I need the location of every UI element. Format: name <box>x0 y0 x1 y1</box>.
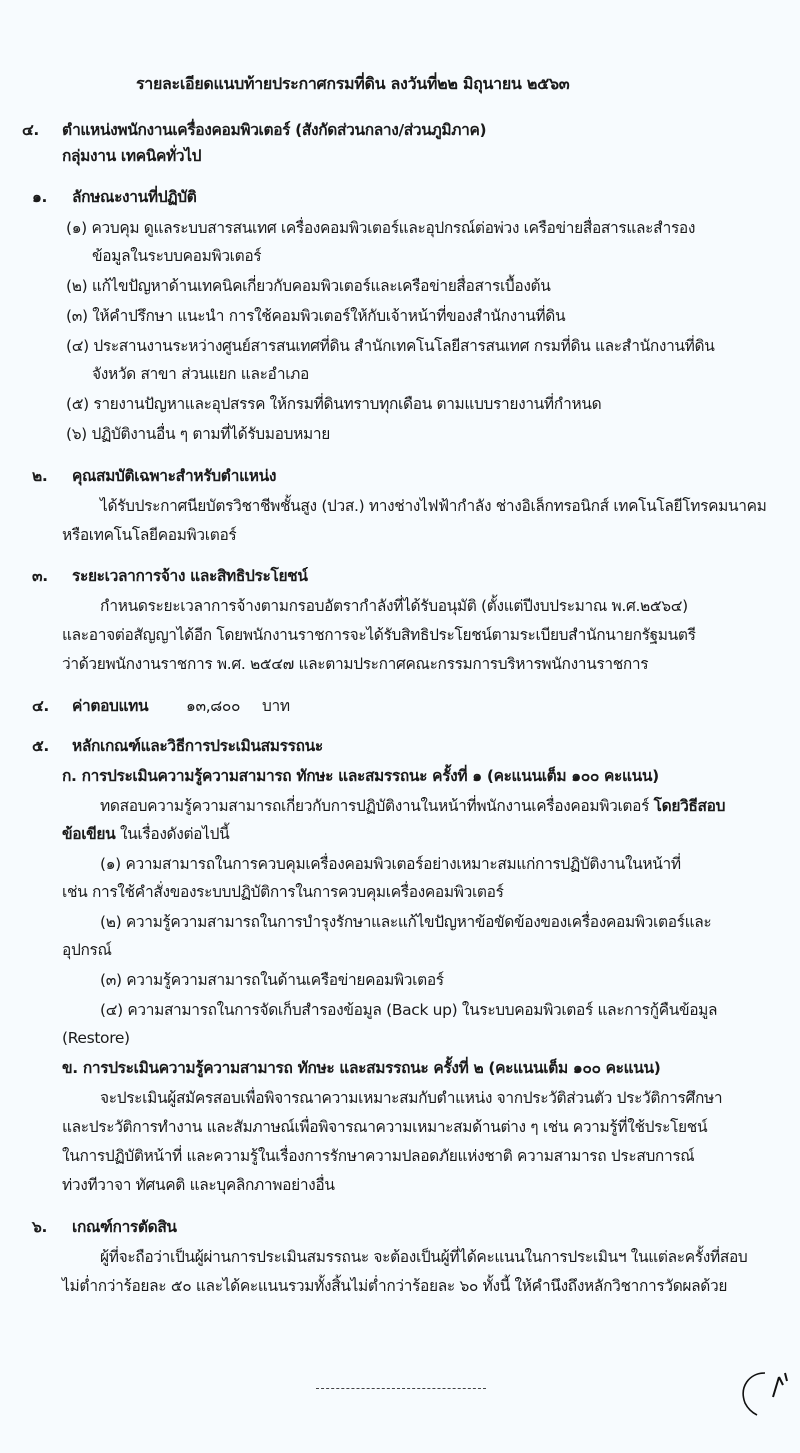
salary-unit: บาท <box>262 697 290 715</box>
section-6-number: ๖. <box>32 1218 48 1236</box>
section-1-number: ๑. <box>32 188 48 206</box>
section-5a-heading: ก. การประเมินความรู้ความสามารถ ทักษะ และสมรรถนะ ครั้งที่ ๑ (คะแนนเต็ม ๑๐๐ คะแนน) <box>62 767 659 785</box>
section-3-line: และอาจต่อสัญญาได้อีก โดยพนักงานราชการจะได้รับสิทธิประโยชน์ตามระเบียบสำนักนายกรัฐมนตรี <box>62 626 696 644</box>
section-4-number: ๔. <box>32 697 49 715</box>
signature-icon <box>735 1365 800 1420</box>
section-6-line: ผู้ที่จะถือว่าเป็นผู้ผ่านการประเมินสมรรถนะ จะต้องเป็นผู้ที่ได้คะแนนในการประเมินฯ ในแต่ละครั้งที่สอบ <box>100 1248 748 1266</box>
section-6-heading: เกณฑ์การตัดสิน <box>72 1218 177 1236</box>
section-2-number: ๒. <box>32 467 48 485</box>
section-1-item: (๖) ปฏิบัติงานอื่น ๆ ตามที่ได้รับมอบหมาย <box>66 425 330 443</box>
section-5a-item: (Restore) <box>62 1029 130 1047</box>
section-1-item: จังหวัด สาขา ส่วนแยก และอำเภอ <box>92 365 309 383</box>
section-5-number: ๕. <box>32 737 49 755</box>
footer-divider <box>316 1388 486 1389</box>
position-title: ตำแหน่งพนักงานเครื่องคอมพิวเตอร์ (สังกัดส่วนกลาง/ส่วนภูมิภาค) <box>62 121 487 139</box>
section-5b-heading: ข. การประเมินความรู้ความสามารถ ทักษะ และสมรรถนะ ครั้งที่ ๒ (คะแนนเต็ม ๑๐๐ คะแนน) <box>62 1059 661 1077</box>
section-1-heading: ลักษณะงานที่ปฏิบัติ <box>72 188 197 206</box>
section-1-item: (๓) ให้คำปรึกษา แนะนำ การใช้คอมพิวเตอร์ให้กับเจ้าหน้าที่ของสำนักงานที่ดิน <box>66 307 566 325</box>
document-title: รายละเอียดแนบท้ายประกาศกรมที่ดิน ลงวันที่๒๒ มิถุนายน ๒๕๖๓ <box>136 74 570 93</box>
section-5a-intro-bold: ข้อเขียน <box>62 825 116 843</box>
section-1-item: ข้อมูลในระบบคอมพิวเตอร์ <box>92 247 262 265</box>
section-5a-intro-text: ในเรื่องดังต่อไปนี้ <box>115 825 230 843</box>
section-5b-line: จะประเมินผู้สมัครสอบเพื่อพิจารณาความเหมาะสมกับตำแหน่ง จากประวัติส่วนตัว ประวัติการศึกษา <box>100 1089 723 1107</box>
section-3-line: ว่าด้วยพนักงานราชการ พ.ศ. ๒๕๔๗ และตามประกาศคณะกรรมการบริหารพนักงานราชการ <box>62 655 649 673</box>
section-5a-item: (๓) ความรู้ความสามารถในด้านเครือข่ายคอมพิวเตอร์ <box>100 971 444 989</box>
section-5b-line: ในการปฏิบัติหน้าที่ และความรู้ในเรื่องการรักษาความปลอดภัยแห่งชาติ ความสามารถ ประสบการณ์ <box>62 1147 695 1165</box>
section-2-line: ได้รับประกาศนียบัตรวิชาชีพชั้นสูง (ปวส.) ทางช่างไฟฟ้ากำลัง ช่างอิเล็กทรอนิกส์ เทคโนโลยีโทรคมนาคม <box>100 497 767 515</box>
section-5-heading: หลักเกณฑ์และวิธีการประเมินสมรรถนะ <box>72 737 323 755</box>
section-5a-intro-bold: โดยวิธีสอบ <box>653 797 726 815</box>
section-5b-line: และประวัติการทำงาน และสัมภาษณ์เพื่อพิจารณาความเหมาะสมด้านต่าง ๆ เช่น ความรู้ที่ใช้ประโยชน์ <box>62 1118 708 1136</box>
section-5a-item: (๔) ความสามารถในการจัดเก็บสำรองข้อมูล (Back up) ในระบบคอมพิวเตอร์ และการกู้คืนข้อมูล <box>100 1001 718 1019</box>
section-5a-intro-cont <box>62 822 229 846</box>
section-3-number: ๓. <box>32 567 48 585</box>
section-5a-item: (๒) ความรู้ความสามารถในการบำรุงรักษาและแก้ไขปัญหาข้อขัดข้องของเครื่องคอมพิวเตอร์และ <box>100 913 712 931</box>
section-2-heading: คุณสมบัติเฉพาะสำหรับตำแหน่ง <box>72 467 277 485</box>
section-2-line: หรือเทคโนโลยีคอมพิวเตอร์ <box>62 526 237 544</box>
section-4-heading: ค่าตอบแทน <box>72 697 149 715</box>
section-3-heading: ระยะเวลาการจ้าง และสิทธิประโยชน์ <box>72 567 308 585</box>
section-1-item: (๑) ควบคุม ดูแลระบบสารสนเทศ เครื่องคอมพิวเตอร์และอุปกรณ์ต่อพ่วง เครือข่ายสื่อสารและสำรอง <box>66 219 696 237</box>
section-1-item: (๕) รายงานปัญหาและอุปสรรค ให้กรมที่ดินทราบทุกเดือน ตามแบบรายงานที่กำหนด <box>66 395 602 413</box>
section-5a-intro <box>100 794 725 818</box>
position-number: ๔. <box>22 121 39 139</box>
section-5a-intro-text: ทดสอบความรู้ความสามารถเกี่ยวกับการปฏิบัติงานในหน้าที่พนักงานเครื่องคอมพิวเตอร์ <box>100 797 654 815</box>
salary-amount: ๑๓,๘๐๐ <box>186 697 241 715</box>
section-5b-line: ท่วงทีวาจา ทัศนคติ และบุคลิกภาพอย่างอื่น <box>62 1176 335 1194</box>
section-5a-item: (๑) ความสามารถในการควบคุมเครื่องคอมพิวเตอร์อย่างเหมาะสมแก่การปฏิบัติงานในหน้าที่ <box>100 855 681 873</box>
section-1-item: (๔) ประสานงานระหว่างศูนย์สารสนเทศที่ดิน สำนักเทคโนโลยีสารสนเทศ กรมที่ดิน และสำนักงานที่ดิน <box>66 337 715 355</box>
section-3-line: กำหนดระยะเวลาการจ้างตามกรอบอัตรากำลังที่ได้รับอนุมัติ (ตั้งแต่ปีงบประมาณ พ.ศ.๒๕๖๔) <box>100 597 688 615</box>
section-5a-item: อุปกรณ์ <box>62 941 112 959</box>
section-6-line: ไม่ต่ำกว่าร้อยละ ๕๐ และได้คะแนนรวมทั้งสิ้นไม่ต่ำกว่าร้อยละ ๖๐ ทั้งนี้ ให้คำนึงถึงหลักวิชาการวัดผลด้วย <box>62 1277 728 1295</box>
section-5a-item: เช่น การใช้คำสั่งของระบบปฏิบัติการในการควบคุมเครื่องคอมพิวเตอร์ <box>62 883 504 901</box>
section-1-item: (๒) แก้ไขปัญหาด้านเทคนิคเกี่ยวกับคอมพิวเตอร์และเครือข่ายสื่อสารเบื้องต้น <box>66 277 551 295</box>
position-group: กลุ่มงาน เทคนิคทั่วไป <box>62 147 202 165</box>
